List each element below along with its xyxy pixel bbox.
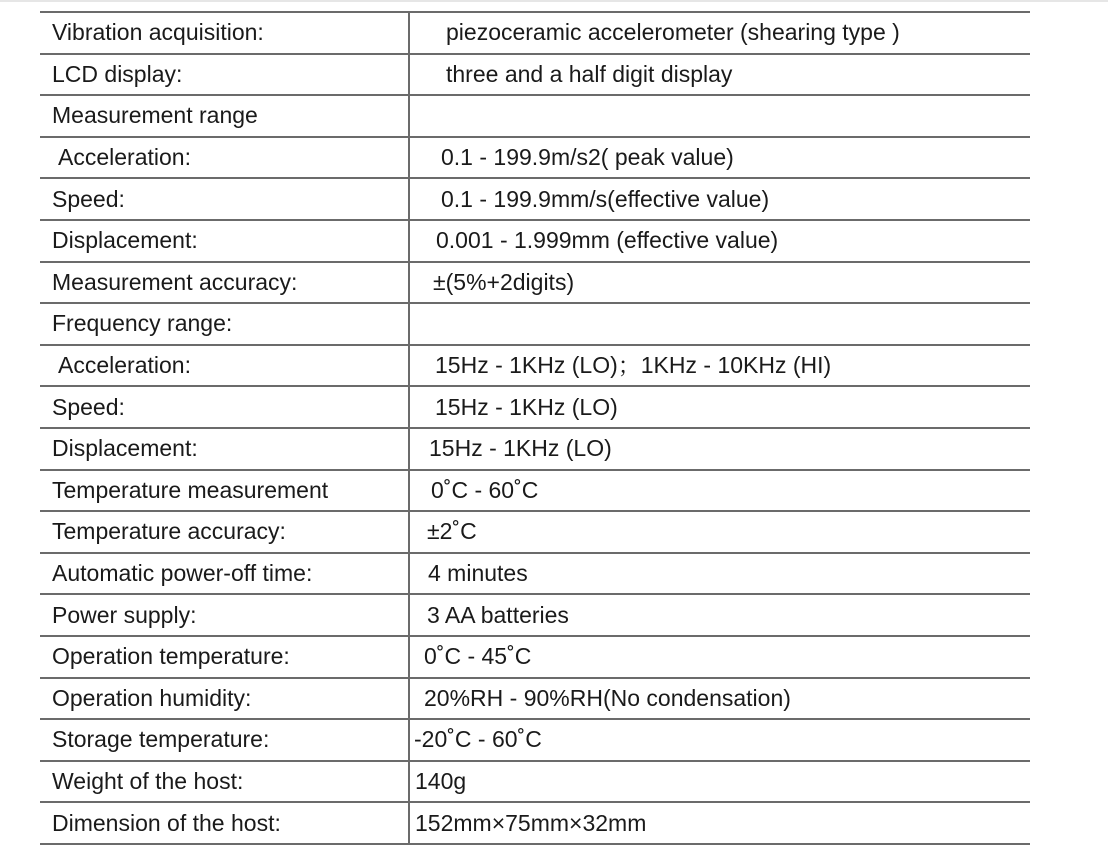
spec-label: LCD display: bbox=[40, 54, 409, 96]
spec-label: Frequency range: bbox=[40, 303, 409, 345]
spec-value: 0.1 - 199.9m/s2( peak value) bbox=[409, 137, 1030, 179]
table-row bbox=[40, 178, 1030, 220]
table-row bbox=[40, 220, 1030, 262]
spec-value: three and a half digit display bbox=[409, 54, 1030, 96]
table-row bbox=[40, 345, 1030, 387]
spec-label: Acceleration: bbox=[40, 345, 409, 387]
table-row bbox=[40, 428, 1030, 470]
spec-value: -20˚C - 60˚C bbox=[409, 719, 1030, 761]
spec-value: ±(5%+2digits) bbox=[409, 262, 1030, 304]
spec-value: 0˚C - 60˚C bbox=[409, 470, 1030, 512]
spec-value bbox=[409, 95, 1030, 137]
spec-value: 152mm×75mm×32mm bbox=[409, 802, 1030, 844]
spec-label: Temperature measurement bbox=[40, 470, 409, 512]
spec-value bbox=[409, 303, 1030, 345]
spec-label: Displacement: bbox=[40, 220, 409, 262]
top-divider bbox=[0, 0, 1108, 2]
table-row bbox=[40, 12, 1030, 54]
spec-label: Power supply: bbox=[40, 594, 409, 636]
table-row bbox=[40, 262, 1030, 304]
spec-label: Speed: bbox=[40, 178, 409, 220]
table-row bbox=[40, 719, 1030, 761]
table-row bbox=[40, 553, 1030, 595]
specifications-table bbox=[40, 11, 1030, 845]
spec-value: piezoceramic accelerometer (shearing type ) bbox=[409, 12, 1030, 54]
spec-value: 15Hz - 1KHz (LO) bbox=[409, 386, 1030, 428]
spec-value: 15Hz - 1KHz (LO)；1KHz - 10KHz (HI) bbox=[409, 345, 1030, 387]
spec-value: 4 minutes bbox=[409, 553, 1030, 595]
spec-label: Dimension of the host: bbox=[40, 802, 409, 844]
table-row bbox=[40, 470, 1030, 512]
spec-value: 0.1 - 199.9mm/s(effective value) bbox=[409, 178, 1030, 220]
spec-value: 0.001 - 1.999mm (effective value) bbox=[409, 220, 1030, 262]
spec-value: 0˚C - 45˚C bbox=[409, 636, 1030, 678]
spec-label: Displacement: bbox=[40, 428, 409, 470]
spec-label: Weight of the host: bbox=[40, 761, 409, 803]
spec-label: Speed: bbox=[40, 386, 409, 428]
spec-value: 3 AA batteries bbox=[409, 594, 1030, 636]
spec-value: ±2˚C bbox=[409, 511, 1030, 553]
spec-label: Vibration acquisition: bbox=[40, 12, 409, 54]
spec-label: Storage temperature: bbox=[40, 719, 409, 761]
table-row bbox=[40, 511, 1030, 553]
table-row bbox=[40, 802, 1030, 844]
spec-value: 140g bbox=[409, 761, 1030, 803]
table-row bbox=[40, 137, 1030, 179]
table-row bbox=[40, 678, 1030, 720]
spec-label: Measurement accuracy: bbox=[40, 262, 409, 304]
spec-value: 15Hz - 1KHz (LO) bbox=[409, 428, 1030, 470]
table-row bbox=[40, 636, 1030, 678]
table-row bbox=[40, 386, 1030, 428]
spec-label: Operation temperature: bbox=[40, 636, 409, 678]
table-row bbox=[40, 761, 1030, 803]
table-row bbox=[40, 54, 1030, 96]
table-row bbox=[40, 594, 1030, 636]
spec-label: Acceleration: bbox=[40, 137, 409, 179]
spec-label: Automatic power-off time: bbox=[40, 553, 409, 595]
spec-label: Measurement range bbox=[40, 95, 409, 137]
spec-value: 20%RH - 90%RH(No condensation) bbox=[409, 678, 1030, 720]
spec-label: Temperature accuracy: bbox=[40, 511, 409, 553]
table-row bbox=[40, 303, 1030, 345]
table-row bbox=[40, 95, 1030, 137]
spec-label: Operation humidity: bbox=[40, 678, 409, 720]
